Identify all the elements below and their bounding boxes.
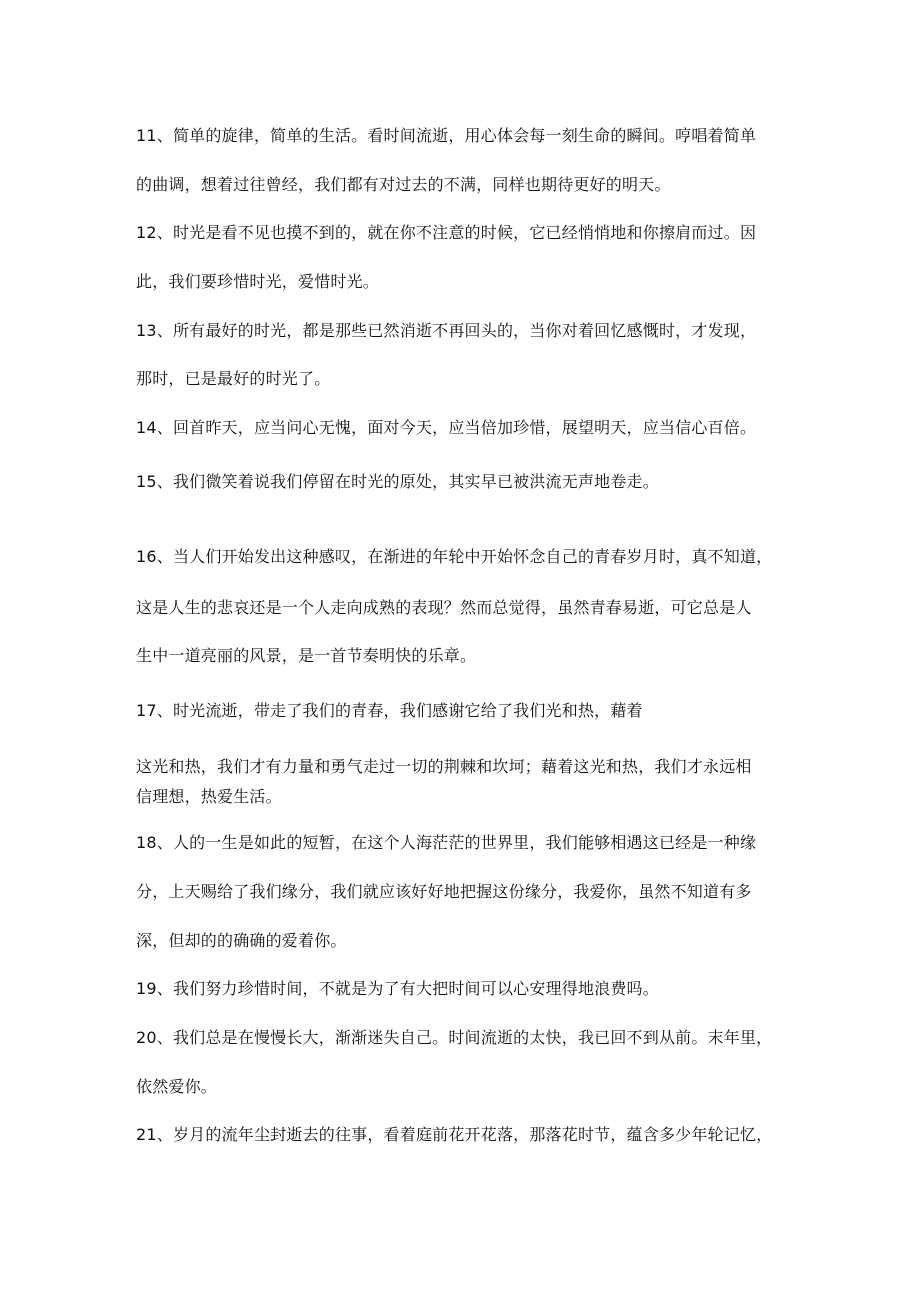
text-line-2: 的曲调，想着过往曾经，我们都有对过去的不满，同样也期待更好的明天。 [136,175,671,194]
text-line-18: 19、我们努力珍惜时间，不就是为了有大把时间可以心安理得地浪费吗。 [136,979,659,998]
text-line-20: 依然爱你。 [136,1077,218,1096]
text-line-16: 分，上天赐给了我们缘分，我们就应该好好地把握这份缘分，我爱你，虽然不知道有多 [136,882,752,901]
text-line-1: 11、简单的旋律，简单的生活。看时间流逝，用心体会每一刻生命的瞬间。哼唱着简单 [136,126,757,145]
text-line-9: 16、当人们开始发出这种感叹，在渐进的年轮中开始怀念自己的青春岁月时，真不知道， [136,547,773,566]
text-line-6: 那时，已是最好的时光了。 [136,369,331,388]
text-line-4: 此，我们要珍惜时光，爱惜时光。 [136,272,380,291]
text-line-12: 17、时光流逝，带走了我们的青春，我们感谢它给了我们光和热，藉着 [136,701,643,720]
text-line-14: 信理想，热爱生活。 [136,787,282,806]
text-line-3: 12、时光是看不见也摸不到的，就在你不注意的时候，它已经悄悄地和你擦肩而过。因 [136,223,757,242]
text-line-7: 14、回首昨天，应当问心无愧，面对今天，应当倍加珍惜，展望明天，应当信心百倍。 [136,418,757,437]
text-line-19: 20、我们总是在慢慢长大，渐渐迷失自己。时间流逝的太快，我已回不到从前。末年里， [136,1028,773,1047]
text-line-8: 15、我们微笑着说我们停留在时光的原处，其实早已被洪流无声地卷走。 [136,472,659,491]
text-line-15: 18、人的一生是如此的短暂，在这个人海茫茫的世界里，我们能够相遇这已经是一种缘 [136,833,757,852]
text-line-13: 这光和热，我们才有力量和勇气走过一切的荆棘和坎坷；藉着这光和热，我们才永远相 [136,757,752,776]
text-line-5: 13、所有最好的时光，都是那些已然消逝不再回头的，当你对着回忆感慨时，才发现， [136,321,757,340]
text-line-17: 深，但却的的确确的爱着你。 [136,931,347,950]
text-line-21: 21、岁月的流年尘封逝去的往事，看着庭前花开花落，那落花时节，蕴含多少年轮记忆， [136,1125,773,1144]
text-line-11: 生中一道亮丽的风景，是一首节奏明快的乐章。 [136,646,477,665]
text-line-10: 这是人生的悲哀还是一个人走向成熟的表现？然而总觉得，虽然青春易逝，可它总是人 [136,598,752,617]
